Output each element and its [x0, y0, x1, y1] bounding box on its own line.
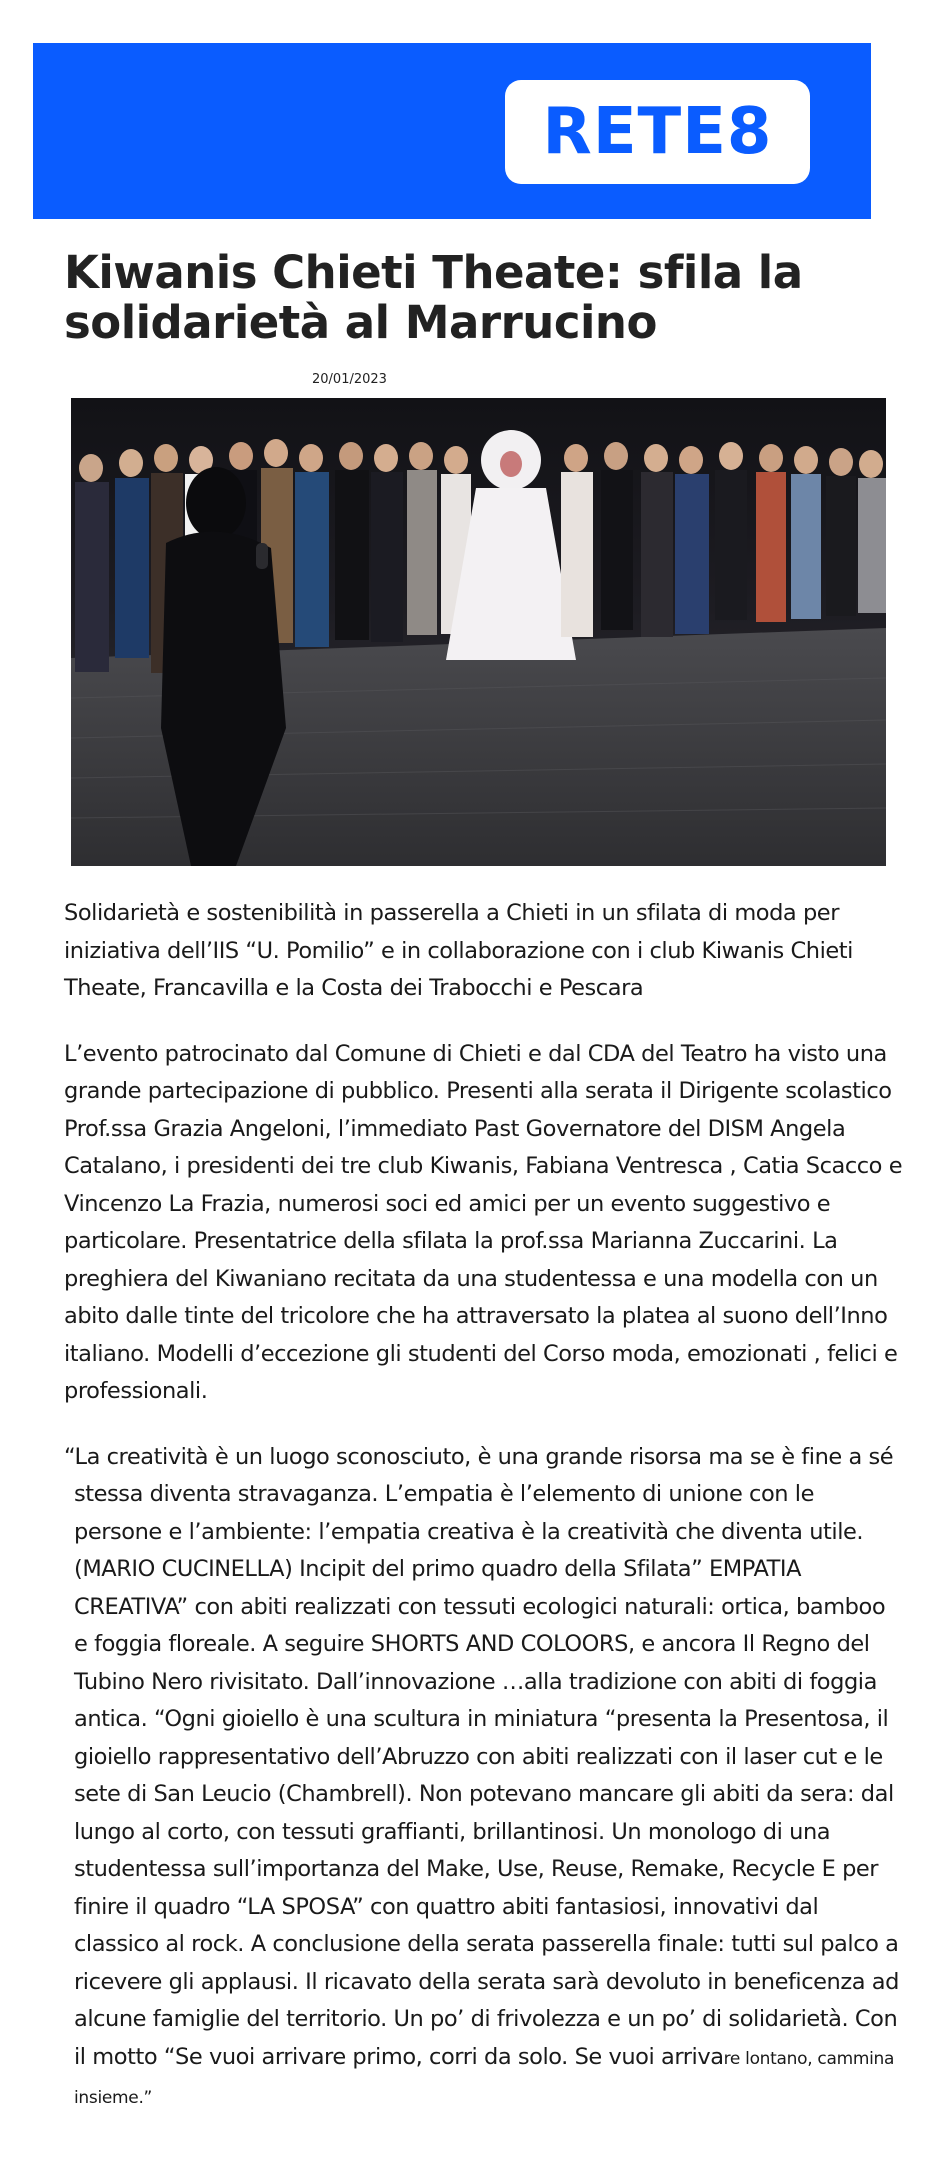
- rete8-logo[interactable]: [505, 80, 810, 184]
- article-paragraph: L’evento patrocinato dal Comune di Chieti e dal CDA del Teatro ha visto una grande partecipazione di pubblico. Presenti alla serata il Dirigente scolastico Prof.ssa Grazia Angeloni, l’immediato Past Governatore del DISM Angela Catalano, i presidenti dei tre club Kiwanis, Fabiana Ventresca , Catia Scacco e Vincenzo La Frazia, numerosi soci ed amici per un evento suggestivo e particolare. Presentatrice della sfilata la prof.ssa Marianna Zuccarini. La preghiera del Kiwaniano recitata da una studentessa e una modella con un abito dalle tinte del tricolore che ha attraversato la platea al suono dell’Inno italiano. Modelli d’eccezione gli studenti del Corso moda, emozionati , felici e professionali.: [64, 1040, 903, 1404]
- quote-tail-text: re lontano, cammina insieme.”: [74, 2048, 895, 2108]
- quote-main-text: “La creatività è un luogo sconosciuto, è una grande risorsa ma se è fine a sé stessa diventa stravaganza. L’empatia è l’elemento di unione con le persone e l’ambiente: l’empatia creativa è la creatività che diventa utile. (MARIO CUCINELLA) Incipit del primo quadro della Sfilata” EMPATIA CREATIVA” con abiti realizzati con tessuti ecologici naturali: ortica, bamboo e foggia floreale. A seguire SHORTS AND COLOORS, e ancora Il Regno del Tubino Nero rivisitato. Dall’innovazione …alla tradizione con abiti di foggia antica. “Ogni gioiello è una scultura in miniatura “presenta la Presentosa, il gioiello rappresentativo dell’Abruzzo con abiti realizzati con il laser cut e le sete di San Leucio (Chambrell). Non potevano mancare gli abiti da sera: dal lungo al corto, con tessuti graffianti, brillantinosi. Un monologo di una studentessa sull’importanza del Make, Use, Reuse, Remake, Recycle E per finire il quadro “LA SPOSA” con quattro abiti fantasiosi, innovativi dal classico al rock. A conclusione della serata passerella finale: tutti sul palco a ricevere gli applausi. Il ricavato della serata sarà devoluto in beneficenza ad alcune famiglie del territorio. Un po’ di frivolezza e un po’ di solidarietà. Con il motto “Se vuoi arrivare primo, corri da solo. Se vuoi arriva: [64, 1443, 899, 2070]
- header-banner: [33, 43, 871, 219]
- article-paragraph: Solidarietà e sostenibilità in passerella a Chieti in un sfilata di moda per iniziativa dell’IIS “U. Pomilio” e in collaborazione con i club Kiwanis Chieti Theate, Francavilla e la Costa dei Trabocchi e Pescara: [64, 900, 853, 1001]
- publish-date: 20/01/2023: [312, 372, 387, 387]
- logo-text: RETE8: [542, 95, 773, 169]
- article-photo: [71, 398, 886, 866]
- article-body: [64, 895, 904, 2118]
- article-paragraph-quote: [64, 1439, 904, 2118]
- article-title: Kiwanis Chieti Theate: sfila la solidarietà al Marrucino: [64, 246, 803, 349]
- photo-fashion-show-stage-icon: [71, 398, 886, 866]
